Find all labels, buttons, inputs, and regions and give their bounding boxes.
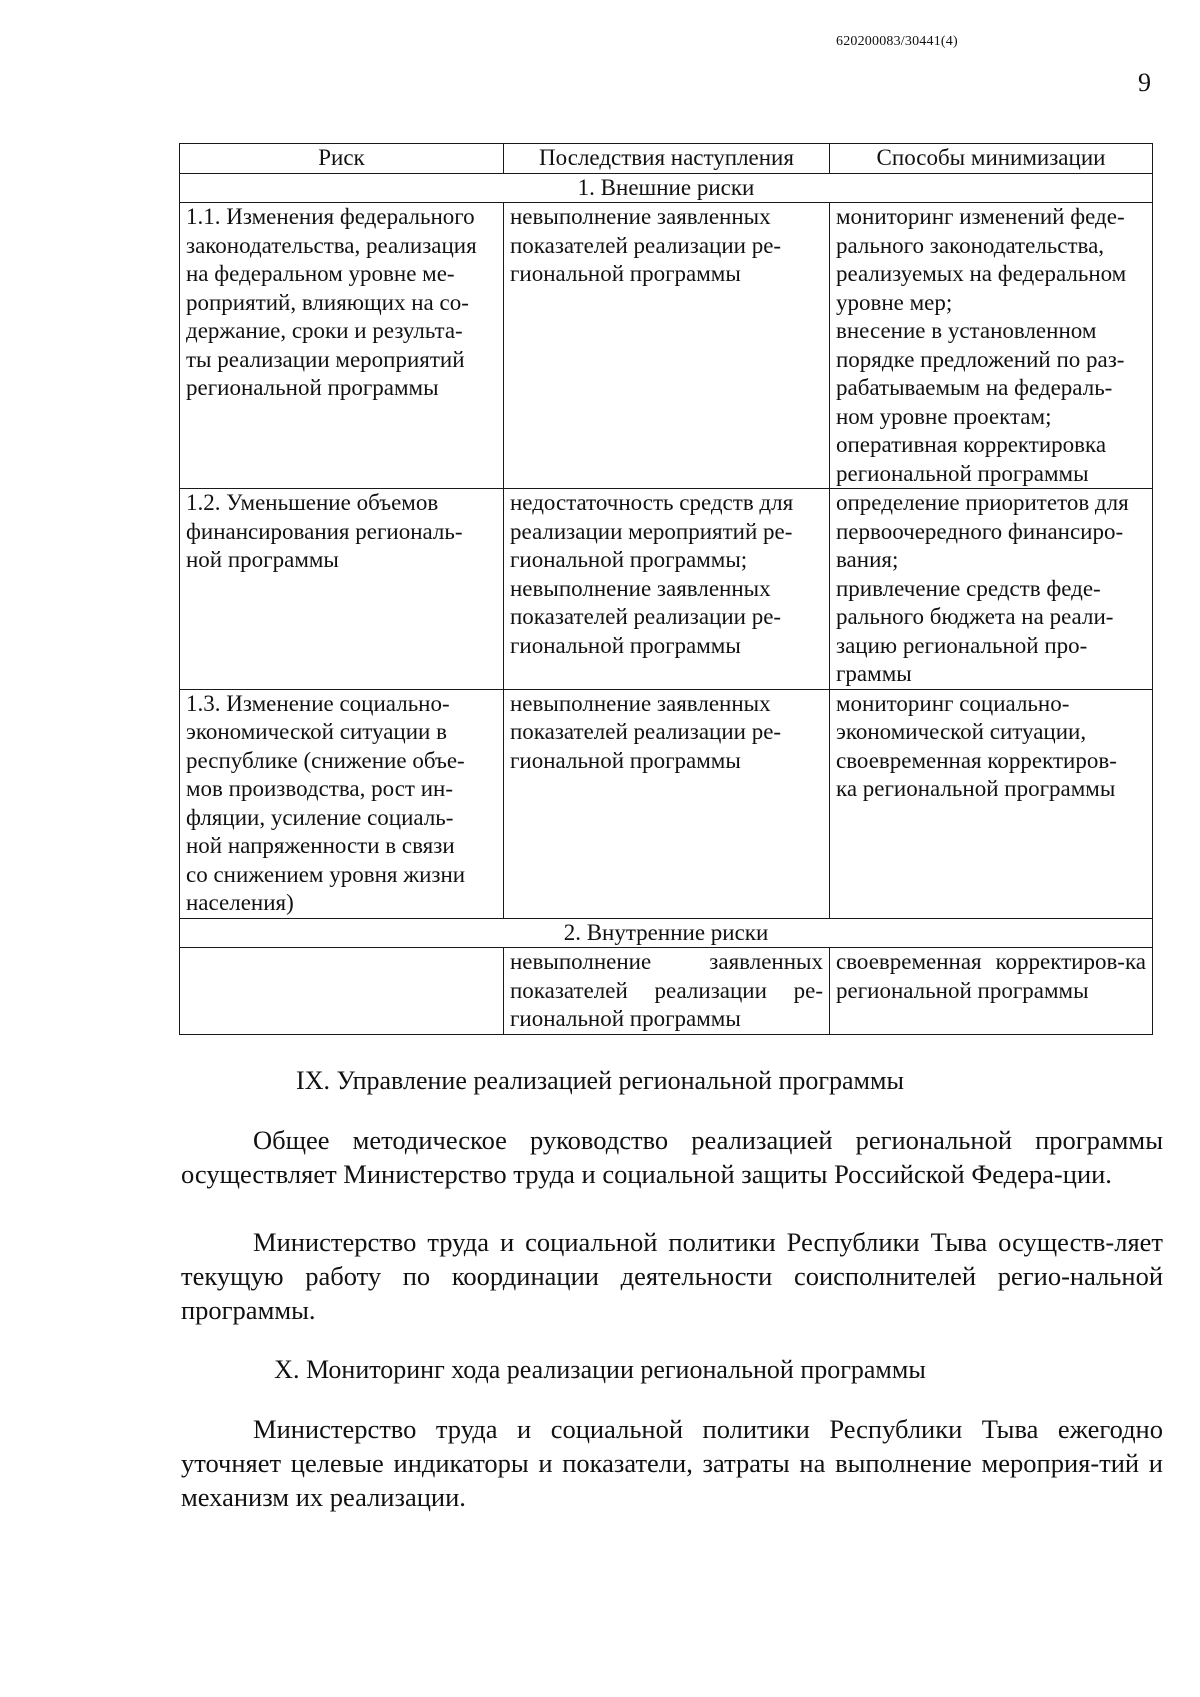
risk-table xyxy=(179,143,1153,1035)
paragraph-management-1: Общее методическое руководство реализацией региональной программы осуществляет Министерство труда и социальной защиты Российской Федера-ции. xyxy=(181,1125,1163,1189)
section-row-internal xyxy=(180,918,1153,948)
column-header-risk: Риск xyxy=(180,144,504,174)
table-row xyxy=(180,689,1153,918)
paragraph-monitoring-1: Министерство труда и социальной политики Республики Тыва ежегодно уточняет целевые индикаторы и показатели, затраты на выполнение мероприя-тий и механизм их реализации. xyxy=(181,1414,1163,1512)
section-row-external xyxy=(180,173,1153,203)
risk-cell: 1.1. Изменения федерального законодательства, реализация на федеральном уровне ме- роприятий, влияющих на со- держание, сроки и результа- ты реализации мероприятий региональной программы xyxy=(180,203,504,489)
table-header-row xyxy=(180,144,1153,174)
consequence-cell: невыполнение заявленных показателей реализации ре-гиональной программы xyxy=(504,948,830,1035)
consequence-cell: невыполнение заявленных показателей реализации ре- гиональной программы xyxy=(504,203,830,489)
risk-cell xyxy=(180,948,504,1035)
risk-cell: 1.2. Уменьшение объемов финансирования региональ- ной программы xyxy=(180,489,504,690)
paragraph-management-2: Министерство труда и социальной политики Республики Тыва осуществ-ляет текущую работу по координации деятельности соисполнителей регио-нальной программы. xyxy=(181,1227,1163,1325)
section-label-external: 1. Внешние риски xyxy=(180,173,1153,203)
mitigation-cell: мониторинг изменений феде- рального законодательства, реализуемых на федеральном уровне мер; внесение в установленном порядке предложений по раз- рабатываемым на федераль- ном уровне проектам; оперативная корректировка региональной программы xyxy=(830,203,1153,489)
table-row xyxy=(180,948,1153,1035)
column-header-mitigation: Способы минимизации xyxy=(830,144,1153,174)
mitigation-cell: мониторинг социально- экономической ситуации, своевременная корректиров- ка региональной программы xyxy=(830,689,1153,918)
table-row xyxy=(180,489,1153,690)
column-header-consequence: Последствия наступления xyxy=(504,144,830,174)
section-heading-monitoring: X. Мониторинг хода реализации региональной программы xyxy=(274,1355,926,1384)
document-id: 620200083/30441(4) xyxy=(836,34,958,49)
page-number: 9 xyxy=(1138,68,1151,97)
consequence-cell: недостаточность средств для реализации мероприятий ре- гиональной программы; невыполнение заявленных показателей реализации ре- гиональной программы xyxy=(504,489,830,690)
mitigation-cell: определение приоритетов для первоочередного финансиро- вания; привлечение средств феде- рального бюджета на реали- зацию региональной про- граммы xyxy=(830,489,1153,690)
section-heading-management: IX. Управление реализацией региональной программы xyxy=(296,1066,904,1095)
consequence-cell: невыполнение заявленных показателей реализации ре- гиональной программы xyxy=(504,689,830,918)
section-label-internal: 2. Внутренние риски xyxy=(180,918,1153,948)
risk-cell: 1.3. Изменение социально- экономической ситуации в республике (снижение объе- мов производства, рост ин- фляции, усиление социаль- ной напряженности в связи со снижением уровня жизни населения) xyxy=(180,689,504,918)
mitigation-cell: своевременная корректиров-ка региональной программы xyxy=(830,948,1153,1035)
table-row xyxy=(180,203,1153,489)
